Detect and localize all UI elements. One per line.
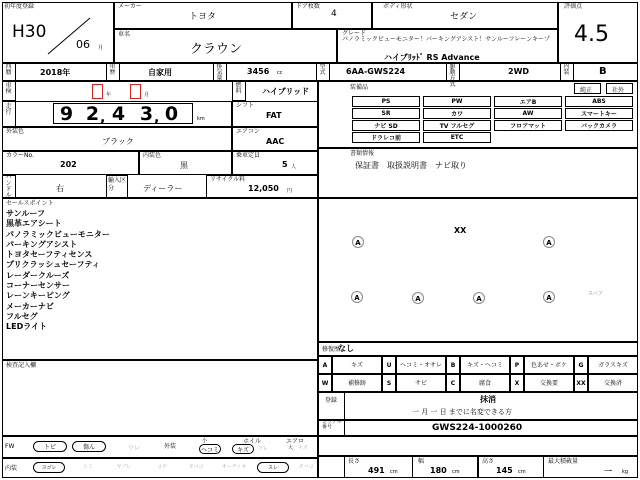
odometer-comma: , [100,110,106,126]
capacity-label: 乗車定員 [236,152,261,159]
damage-mark: A [473,292,485,304]
legend-code: C [446,374,460,392]
legend-desc: 交換済 [588,374,638,392]
sales-point-item: LEDライト [6,322,47,332]
recycle-label: リサイクル料 [210,176,246,183]
sales-point-item: サンルーフ [6,209,45,218]
fuel-value: ハイブリッド [262,87,310,96]
cc-unit: cc [277,70,283,76]
ext-small-text: 小 [202,438,208,444]
shift-label: シフト [236,102,255,109]
legend-code: G [574,356,588,374]
era-value: H30 [12,22,47,42]
sales-point-item: レーダークルーズ [6,270,70,280]
serial-label: シリアル番号 [322,419,342,430]
equipment-item: ABS [565,96,633,107]
equipment-item: フロアマット [494,120,562,131]
grade-label: グレード [342,30,367,37]
equipment-item: スマートキー [565,108,633,119]
height-label: 高さ [482,458,495,465]
odometer-digit: 2 [85,103,100,125]
inspector-label: 検査記入欄 [6,362,37,369]
interior-item: オーディオ [221,464,247,470]
handle-label: ハンドル [5,174,12,199]
interior-item: タバコ [298,464,314,470]
cc-label: 排気量 [216,63,223,82]
max-load-label: 最大積載量 [548,458,579,465]
interior-item: シミ [82,464,93,470]
damage-mark: A [352,236,364,248]
sales-point-item: コーナーセンサー [6,281,70,291]
repair-value: なし [338,344,354,353]
car-name-label: 車名 [118,31,131,38]
inspection-month-unit: 月 [144,92,150,98]
equipment-item: TV フルセグ [423,120,491,131]
length-label: 長さ [348,458,361,465]
ext-small [202,437,207,444]
width-label: 幅 [418,458,425,465]
wheel-oval-scratch [232,444,254,454]
inspection-month-box [130,84,141,99]
damage-mark: A [412,292,424,304]
max-load-value: 一 [604,467,612,476]
legend-desc: ヘコミ・オサレ [396,356,446,374]
legend-desc: 補修跡 [332,374,382,392]
damage-mark: A [543,291,555,303]
legend-code: W [318,374,332,392]
inspection-year-unit: 年 [106,92,112,98]
equipment-item: バックカメラ [565,120,633,131]
aero-scratch: キズ [298,445,308,451]
repair-box [318,342,638,356]
equipment-item: SR [352,108,420,119]
aftermarket-label: 社外 [612,87,625,94]
cc-value: 3456 [247,67,270,76]
handle-value: 右 [56,184,64,193]
recycle-unit: 円 [287,188,293,194]
interior-item: ヤブレ [116,464,132,470]
wheel-oval-scratch-text: キズ [237,446,249,454]
width-value: 180 [430,466,447,475]
repair-label: 修復歴 [322,346,341,353]
damage-mark: A [351,291,363,303]
sales-point-item: フルセグ [6,311,38,321]
car-name-value: クラウン [190,42,243,57]
fw-label: FW [5,443,15,450]
odometer-digit: 0 [164,103,179,125]
legend-code: X [510,374,524,392]
sales-point-item: プリクラッシュセーフティ [6,260,100,270]
height-unit: cm [518,469,526,475]
interior-label: 内装 [5,465,18,472]
doors-label: ドア枚数 [296,3,320,10]
capacity-value: 5 [282,160,288,169]
equipment-item: ETC [423,132,491,143]
sales-point-item: メーカーナビ [6,301,54,311]
capacity-unit: 人 [291,164,297,170]
documents-title: 書類情報 [350,150,375,157]
registration-status: 抹消 [480,395,496,404]
body-label: ボディ形状 [383,3,413,10]
recycle-value: 12,050 [248,184,279,193]
sales-point-item: レーンキーピング [6,291,70,301]
legend-code: XX [574,374,588,392]
grade-eval-value: 4.5 [574,22,609,47]
legend-code: P [510,356,524,374]
legend-desc: 色あせ・ボケ [524,356,574,374]
legend-desc: ガラスキズ [588,356,638,374]
spare-label: スペア [588,291,604,297]
interior-grade-label: 内装 [563,63,570,76]
first-reg-label: 初年度登録 [4,3,35,10]
drive-value: 2WD [508,67,530,76]
sales-point-item: トヨタセーフティセンス [6,250,93,260]
color-no-label: カラーNo. [6,152,34,159]
equipment-item: PS [352,96,420,107]
grade-name: ハイブﾘｯﾄﾞ RS Advance [384,53,480,62]
odometer-digit: 9 [59,103,74,125]
month-unit: 月 [98,45,104,51]
equipment-title: 装備品 [350,84,369,91]
interior-grade-value: B [599,66,607,77]
grade-eval-label: 評価点 [564,3,583,10]
ext-oval-dent-text: ヘコミ [200,446,219,454]
fuel-label: 燃料 [235,82,242,95]
damage-mark-xx: XX [454,226,467,235]
month-value: 06 [76,38,90,51]
car-diagram [318,198,638,342]
fw-oval-1: トピ [33,441,67,452]
legend-code: A [318,356,332,374]
grade-options: パノラミックビューモニター！パーキングアシスト！サンルーフレーンキープ [342,36,550,43]
ac-label: エアコン [236,128,260,135]
equipment-item: エアB [494,96,562,107]
height-value: 145 [496,466,513,475]
type-label: 型式 [319,63,326,76]
exterior-label: 外装 [164,443,177,450]
shift-value: FAT [266,111,282,120]
ext-color-value: ブラック [102,137,134,146]
equipment-item: ドラレコ前 [352,132,420,143]
interior-item: タバコ [188,464,204,470]
legend-code: B [446,356,460,374]
ext-color-label: 外装色 [6,128,25,135]
ac-value: AAC [266,137,285,146]
wheel-label: ホイル [243,438,262,445]
maker-value: トヨタ [189,12,217,22]
legend-desc: 交換要 [524,374,574,392]
interior-item: スレ [257,462,289,473]
mileage-unit: km [197,116,205,122]
odometer-digit: 3 [139,103,154,125]
drive-label: 駆動方式 [449,63,456,88]
sales-points-title: セールスポイント [6,200,54,207]
sales-point-item: パーキングアシスト [6,239,78,249]
color-no-value: 202 [60,160,77,169]
int-color-label: 内装色 [143,152,162,159]
odometer-digit: 4 [111,103,126,125]
diagonal-line [40,14,100,60]
maker-label: メーカー [118,3,142,10]
fw-oval-2: 傷ん [72,441,106,452]
interior-item: ヨゴレ [33,462,65,473]
length-unit: cm [390,469,398,475]
use-label: 車歴 [109,63,116,76]
equipment-item: PW [423,96,491,107]
legend-desc: サビ [396,374,446,392]
interior-item: コゲ [156,464,167,470]
inspection-label: 車検 [5,82,12,95]
use-value: 自家用 [148,68,172,77]
legend-code: U [382,356,396,374]
doors-value: 4 [331,9,337,19]
length-lbl-cell [318,456,345,478]
equipment-item: AW [494,108,562,119]
damage-mark: A [543,236,555,248]
wheel-crack: ワレ [258,446,269,452]
model-value: 6AA-GWS224 [346,67,406,76]
serial-value: GWS224-1000260 [432,423,523,433]
mileage-label: 走行 [5,103,12,116]
int-color-value: 黒 [180,161,188,170]
documents-text: 保証書 取扱説明書 ナビ取り [355,161,467,170]
aero-big: 大 [288,445,294,451]
width-unit: cm [452,469,460,475]
sales-point-item: 黒革エアシート [6,219,62,229]
import-value: ディーラー [143,184,183,193]
ext-oval-dent [199,444,221,454]
legend-desc: キズ [332,356,382,374]
registration-label: 登録 [325,397,338,404]
inspector-box [2,360,318,436]
import-label: 輸入区分 [108,177,127,192]
odometer-comma: , [154,110,160,126]
western-label: 西暦 [5,63,12,76]
sales-points-list [6,209,110,333]
body-value: セダン [450,12,478,22]
pure-label: 純正 [580,87,593,94]
max-load-unit: kg [622,469,629,475]
length-value: 491 [368,466,385,475]
year-value: 2018年 [40,68,71,77]
gap-box [318,436,638,456]
legend-desc: キズ・ヘコミ [460,356,510,374]
inspection-year-box [92,84,103,99]
registration-note: 一 月 一 日 までに名変できる方 [412,408,512,416]
sales-point-item: パノラミックビューモニター [6,229,110,239]
aero-label: エアロ [286,438,305,445]
equipment-item: ナビ SD [352,120,420,131]
legend-desc: 腐食 [460,374,510,392]
legend-code: S [382,374,396,392]
equipment-item: カワ [423,108,491,119]
fw-oval-3: ワレ [128,445,141,452]
